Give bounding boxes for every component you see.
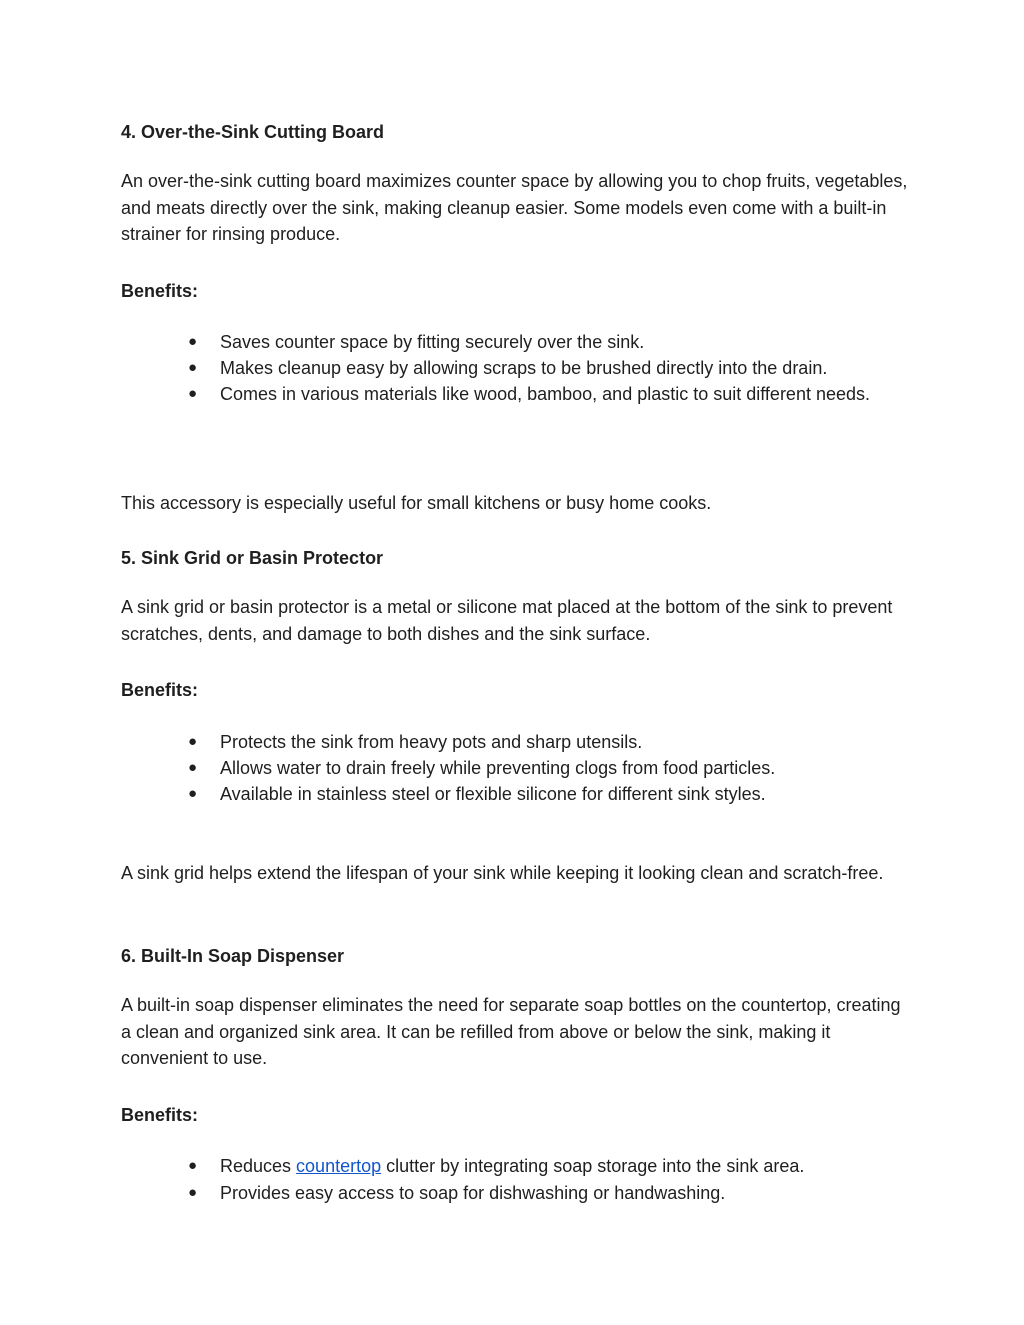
section-6-benefits-label: Benefits: [121, 1105, 199, 1125]
section-5-benefits-label: Benefits: [121, 680, 199, 700]
list-item [188, 355, 908, 381]
section-5-benefits-list [188, 729, 908, 807]
bullet-icon: ● [188, 733, 198, 750]
bullet-icon: ● [188, 333, 198, 350]
list-item-text: Protects the sink from heavy pots and sharp utensils. [220, 732, 643, 752]
list-item [188, 729, 908, 755]
list-item-text: Allows water to drain freely while preventing clogs from food particles. [220, 758, 776, 778]
list-item [188, 329, 908, 355]
list-item-text: Available in stainless steel or flexible silicone for different sink styles. [220, 784, 766, 804]
list-item [188, 755, 908, 781]
section-4-benefits-label: Benefits: [121, 281, 199, 301]
bullet-icon: ● [188, 785, 198, 802]
section-5-closing: A sink grid helps extend the lifespan of your sink while keeping it looking clean and scratch-free. [121, 863, 884, 883]
bullet-icon: ● [188, 1184, 198, 1201]
section-5-heading: 5. Sink Grid or Basin Protector [121, 548, 384, 568]
list-item [188, 1180, 908, 1206]
bullet-icon: ● [188, 385, 198, 402]
bullet-icon: ● [188, 1157, 198, 1174]
section-4-benefits-list [188, 329, 908, 407]
bullet-icon: ● [188, 359, 198, 376]
list-item-text: Provides easy access to soap for dishwashing or handwashing. [220, 1183, 726, 1203]
list-item-text-after: clutter by integrating soap storage into the sink area. [381, 1156, 805, 1176]
list-item-text: Makes cleanup easy by allowing scraps to be brushed directly into the drain. [220, 358, 828, 378]
list-item-text: Comes in various materials like wood, bamboo, and plastic to suit different needs. [220, 384, 871, 404]
list-item-text: Saves counter space by fitting securely over the sink. [220, 332, 645, 352]
section-6-benefits-list [188, 1153, 908, 1206]
section-4-closing: This accessory is especially useful for small kitchens or busy home cooks. [121, 493, 712, 513]
section-5-intro: A sink grid or basin protector is a metal or silicone mat placed at the bottom of the sink to prevent scratches, dents, and damage to both dishes and the sink surface. [121, 597, 893, 644]
section-4-intro: An over-the-sink cutting board maximizes counter space by allowing you to chop fruits, vegetables, and meats directly over the sink, making cleanup easier. Some models even come with a built-in strainer for rinsing produce. [121, 171, 908, 244]
list-item [188, 781, 908, 807]
bullet-icon: ● [188, 759, 198, 776]
countertop-link[interactable]: countertop [296, 1156, 382, 1176]
section-6-intro: A built-in soap dispenser eliminates the need for separate soap bottles on the countertop, creating a clean and organized sink area. It can be refilled from above or below the sink, making it convenient to use. [121, 995, 901, 1068]
list-item [188, 381, 908, 407]
list-item [188, 1153, 908, 1179]
section-6-heading: 6. Built-In Soap Dispenser [121, 946, 345, 966]
list-item-text-before: Reduces [220, 1156, 297, 1176]
section-4-heading: 4. Over-the-Sink Cutting Board [121, 122, 385, 142]
